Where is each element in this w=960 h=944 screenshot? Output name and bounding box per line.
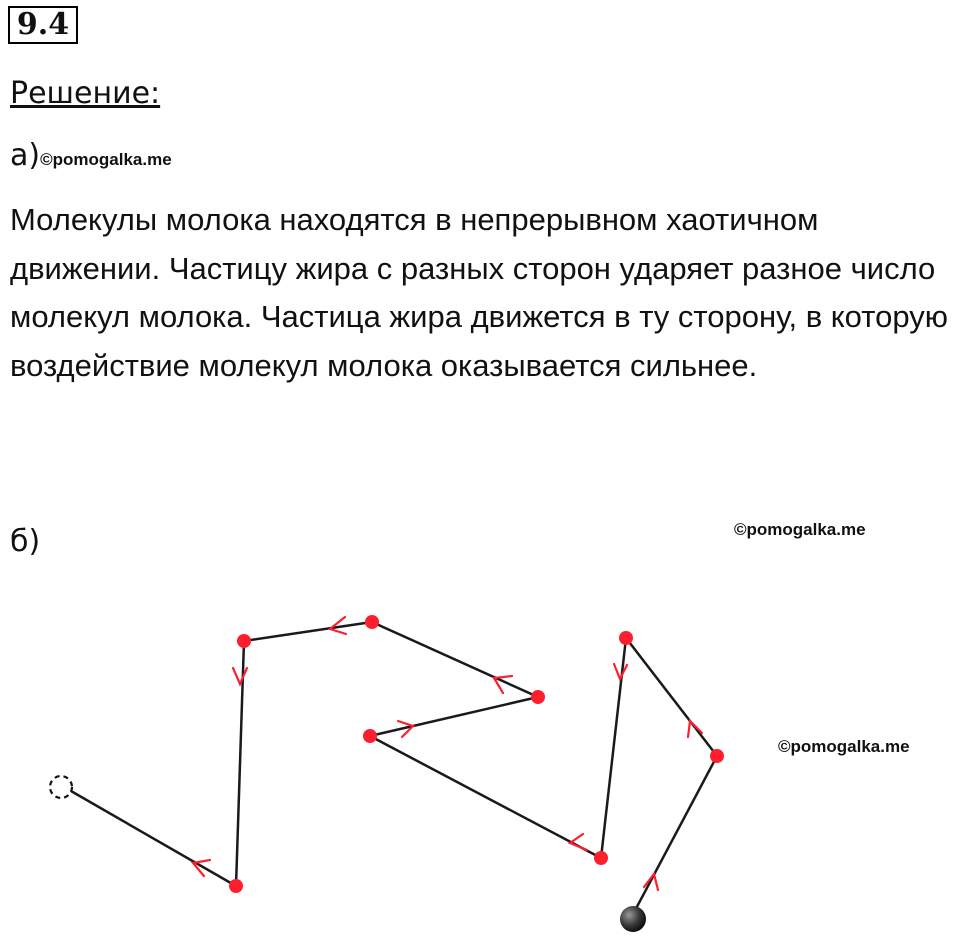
segment-3	[601, 638, 626, 858]
start-position-marker	[50, 776, 72, 798]
solution-heading: Решение:	[10, 76, 161, 111]
segment-5	[370, 697, 538, 736]
part-a-label-row	[10, 138, 172, 173]
segment-9	[64, 787, 236, 886]
path-segments	[64, 622, 717, 918]
point-4	[363, 729, 377, 743]
arrow-4	[570, 834, 587, 850]
segment-2	[626, 638, 717, 756]
point-2	[619, 631, 633, 645]
watermark-inline: ©pomogalka.me	[40, 150, 172, 169]
part-a-label: а)	[10, 138, 41, 173]
arrow-8	[233, 668, 247, 684]
point-8	[229, 879, 243, 893]
watermark-right: ©pomogalka.me	[778, 737, 910, 756]
segment-6	[372, 622, 538, 697]
watermark-top: ©pomogalka.me	[734, 520, 866, 539]
problem-number: 9.4	[8, 6, 78, 44]
point-1	[710, 749, 724, 763]
segment-1	[631, 756, 717, 918]
direction-arrows	[193, 617, 702, 890]
brownian-motion-diagram	[0, 600, 960, 944]
part-a-text: Молекулы молока находятся в непрерывном хаотичном движении. Частицу жира с разных сторон ударяет разное число молекул молока. Частица жира движется в ту сторону, в которую воздействие молекул молока оказывается сильнее.	[10, 202, 948, 383]
point-5	[531, 690, 545, 704]
fat-particle-ball	[620, 906, 646, 932]
collision-points	[229, 615, 724, 893]
segment-7	[244, 622, 372, 641]
part-b-label: б)	[10, 524, 41, 559]
arrow-3	[614, 664, 627, 679]
point-7	[237, 634, 251, 648]
point-6	[365, 615, 379, 629]
segment-4	[370, 736, 601, 858]
point-3	[594, 851, 608, 865]
arrow-9	[193, 860, 210, 876]
